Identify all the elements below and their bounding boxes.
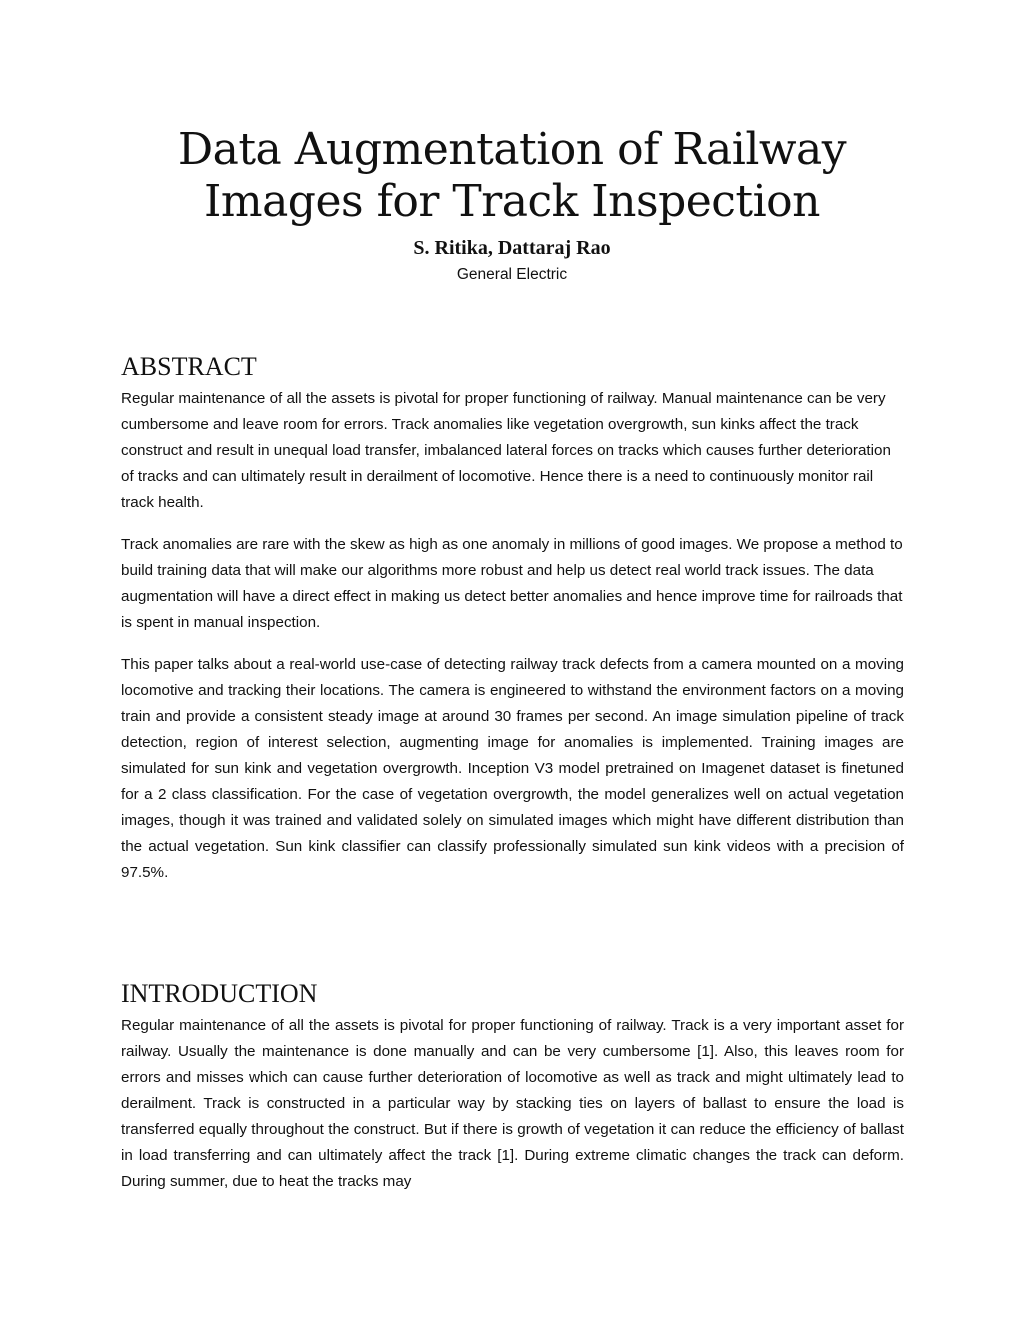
abstract-heading: ABSTRACT	[121, 352, 257, 381]
introduction-paragraph-1: Regular maintenance of all the assets is pivotal for proper functioning of railway. Track is a very important asset for railway. Usually the maintenance is done manually and can be very cumbersome [1]. Also, this leaves room for errors and misses which can cause further deterioration of locomotive as well as track and might ultimately lead to derailment. Track is constructed in a particular way by stacking ties on layers of ballast to ensure the load is transferred equally throughout the construct. But if there is growth of vegetation it can reduce the efficiency of ballast in load transferring and can ultimately affect the track [1]. During extreme climatic changes the track can deform. During summer, due to heat the tracks may	[121, 1017, 904, 1190]
introduction-heading: INTRODUCTION	[121, 979, 318, 1008]
abstract-paragraph-3: This paper talks about a real-world use-case of detecting railway track defects from a camera mounted on a moving locomotive and tracking their locations. The camera is engineered to withstand the environment factors on a moving train and provide a consistent steady image at around 30 frames per second. An image simulation pipeline of track detection, region of interest selection, augmenting image for anomalies is implemented. Training images are simulated for sun kink and vegetation overgrowth. Inception V3 model pretrained on Imagenet dataset is finetuned for a 2 class classification. For the case of vegetation overgrowth, the model generalizes well on actual vegetation images, though it was trained and validated solely on simulated images which might have different distribution than the actual vegetation. Sun kink classifier can classify professionally simulated sun kink videos with a precision of 97.5%.	[121, 656, 904, 881]
authors: S. Ritika, Dattaraj Rao	[413, 237, 611, 259]
abstract-paragraph-2: Track anomalies are rare with the skew as high as one anomaly in millions of good images. We propose a method to build training data that will make our algorithms more robust and help us detect real world track issues. The data augmentation will have a direct effect in making us detect better anomalies and hence improve time for railroads that is spent in manual inspection.	[121, 536, 903, 631]
paper-title: Data Augmentation of Railway Images for Track Inspection	[177, 124, 847, 227]
affiliation: General Electric	[456, 266, 568, 283]
abstract-paragraph-1: Regular maintenance of all the assets is pivotal for proper functioning of railway. Manual maintenance can be very cumbersome and leave room for errors. Track anomalies like vegetation overgrowth, sun kinks affect the track construct and result in unequal load transfer, imbalanced lateral forces on tracks which causes further deterioration of tracks and can ultimately result in derailment of locomotive. Hence there is a need to continuously monitor rail track health.	[121, 390, 891, 511]
